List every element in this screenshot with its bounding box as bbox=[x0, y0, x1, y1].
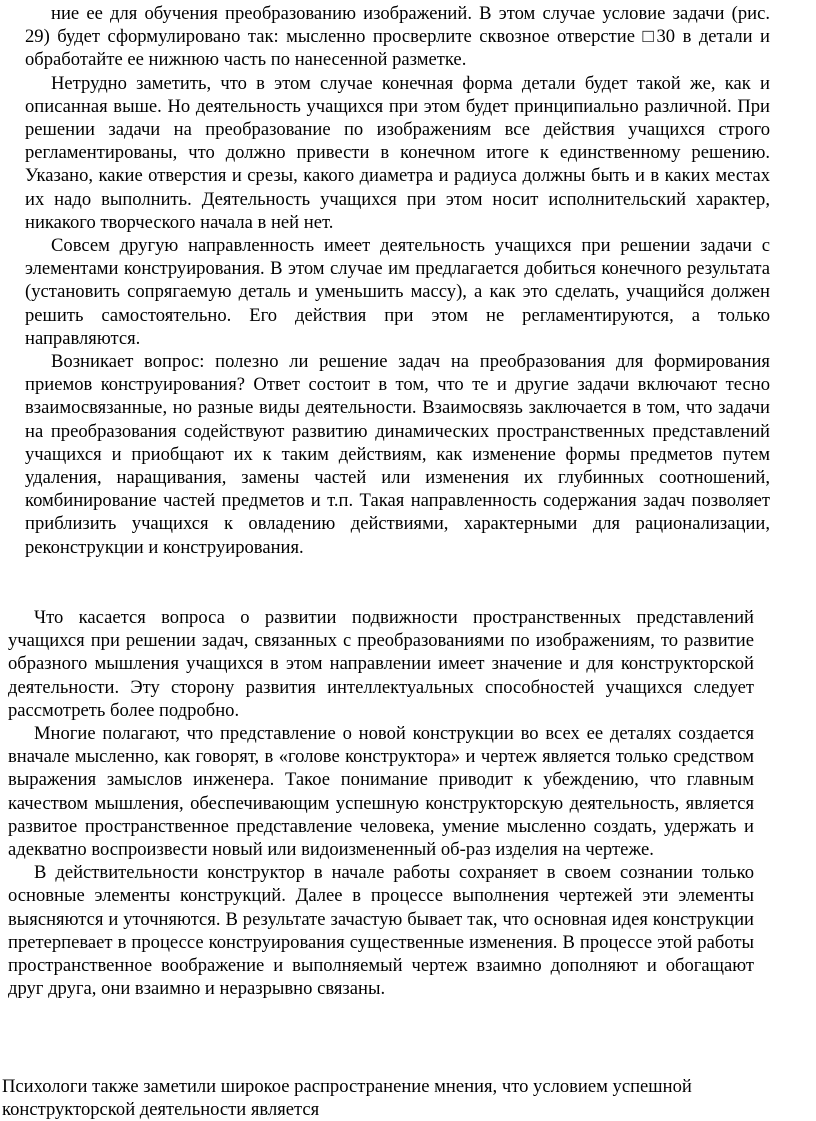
paragraph: Психологи также заметили широкое распространение мнения, что условием успешной конструкторской деятельности является bbox=[2, 1076, 692, 1121]
text-block-middle bbox=[8, 606, 754, 1000]
paragraph: Совсем другую направленность имеет деятельность учащихся при решении задачи с элементами конструирования. В этом случае им предлагается добиться конечного результата (установить сопрягаемую деталь и уменьшить массу), а как это сделать, учащийся должен решить самостоятельно. Его действия при этом не регламентируются, а только направляются. bbox=[25, 235, 770, 349]
text-block-top bbox=[25, 2, 770, 559]
paragraph: В действительности конструктор в начале работы сохраняет в своем сознании только основные элементы конструкций. Далее в процессе выполнения чертежей эти элементы выясняются и уточняются. В результате зачастую бывает так, что основная идея конструкции претерпевает в процессе конструирования существенные изменения. В процессе этой работы пространственное воображение и выполняемый чертеж взаимно дополняют и обогащают друг друга, они взаимно и неразрывно связаны. bbox=[8, 862, 754, 1000]
paragraph: Возникает вопрос: полезно ли решение задач на преобразования для формирования приемов конструирования? Ответ состоит в том, что те и другие задачи включают тесно взаимосвязанные, но разные виды деятельности. Взаимосвязь заключается в том, что задачи на преобразования содействуют развитию динамических пространственных представлений учащихся и приобщают их к таким действиям, как изменение формы предметов путем удаления, наращивания, замены частей или изменения их глубинных соотношений, комбинирование частей предметов и т.п. Такая направленность содержания задач позволяет приблизить учащихся к овладению действиями, характерными для рационализации, реконструкции и конструирования. bbox=[25, 351, 770, 558]
paragraph: Нетрудно заметить, что в этом случае конечная форма детали будет такой же, как и описанная выше. Но деятельность учащихся при этом будет принципиально различной. При решении задачи на преобразование по изображениям все действия учащихся строго регламентированы, что должно привести в конечном итоге к единственному решению. Указано, какие отверстия и срезы, какого диаметра и радиуса должны быть и в каких местах их надо выполнить. Деятельность учащихся при этом носит исполнительский характер, никакого творческого начала в ней нет. bbox=[25, 72, 770, 233]
paragraph: Многие полагают, что представление о новой конструкции во всех ее деталях создается вначале мысленно, как говорят, в «голове конструктора» и чертеж является только средством выражения замыслов инженера. Такое понимание приводит к убеждению, что главным качеством мышления, обеспечивающим успешную конструкторскую деятельность, является развитое пространственное представление человека, умение мысленно создать, удержать и адекватно воспроизвести новый или видоизмененный об-раз изделия на чертеже. bbox=[8, 723, 754, 861]
paragraph: Что касается вопроса о развитии подвижности пространственных представлений учащихся при решении задач, связанных с преобразованиями по изображениям, то развитие образного мышления учащихся в этом направлении имеет значение и для конструкторской деятельности. Эту сторону развития интеллектуальных способностей учащихся следует рассмотреть более подробно. bbox=[8, 607, 754, 721]
paragraph-continuation: ние ее для обучения преобразованию изображений. В этом случае условие задачи (рис. 29) будет сформулировано так: мысленно просверлите сквозное отверстие □30 в детали и обработайте ее нижнюю часть по нанесенной разметке. bbox=[25, 3, 770, 71]
text-block-bottom bbox=[2, 1075, 762, 1121]
